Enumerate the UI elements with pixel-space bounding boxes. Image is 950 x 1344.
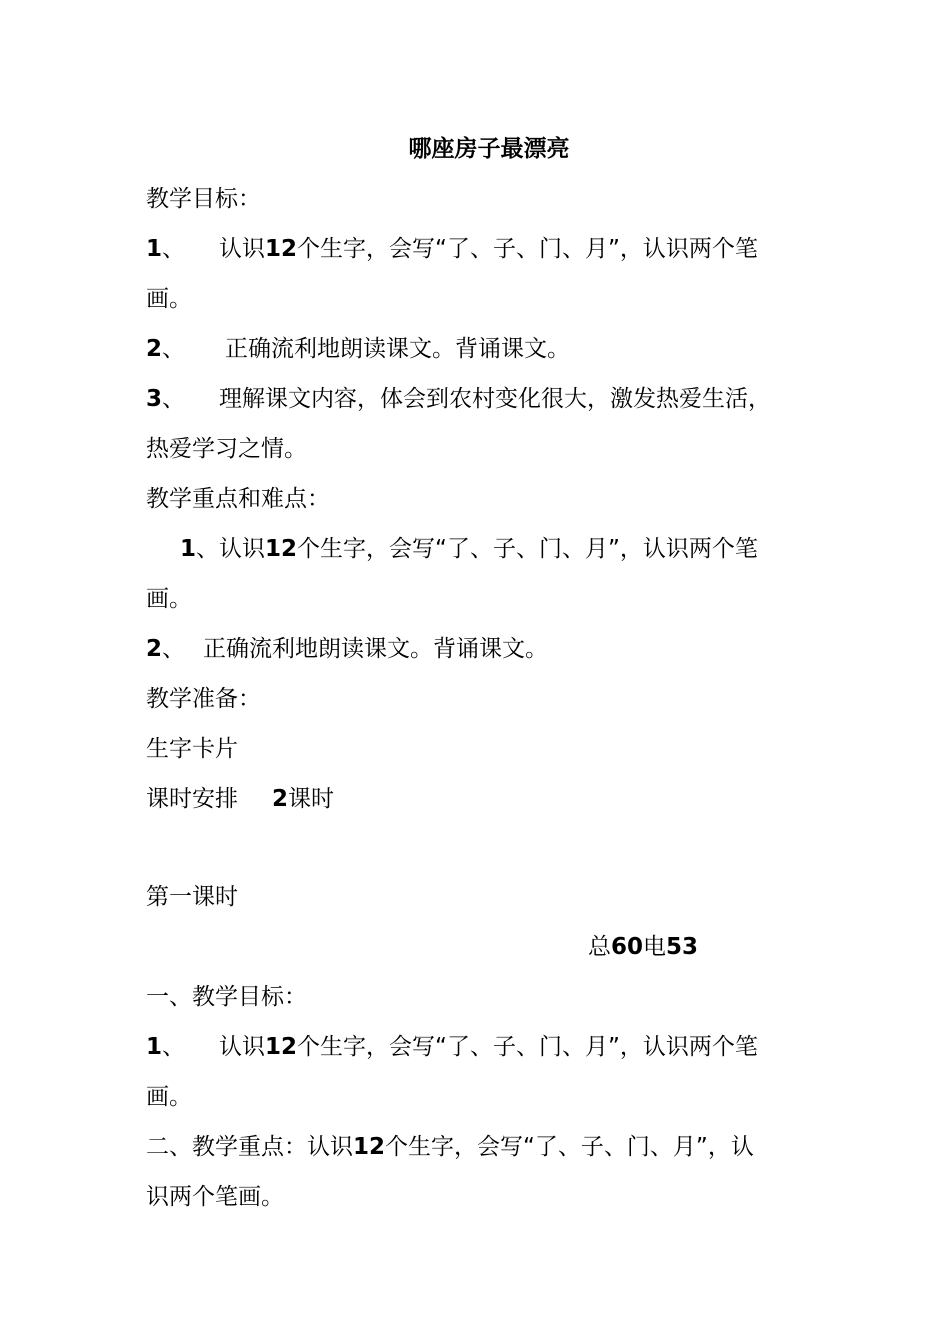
prep-item: 生字卡片 — [146, 736, 238, 762]
lesson-objective-1-count: 12 — [265, 1034, 298, 1060]
objectives-heading: 教学目标： — [146, 186, 261, 212]
keypoints-heading: 教学重点和难点： — [146, 486, 330, 512]
objective-3-continuation: 热爱学习之情。 — [146, 436, 307, 462]
prep-heading: 教学准备： — [146, 686, 261, 712]
objective-2-separator: 、 — [162, 336, 186, 362]
objective-3-number: 3 — [146, 386, 163, 412]
schedule-label: 课时安排 — [146, 786, 238, 812]
schedule-count: 2 — [272, 786, 289, 812]
objective-1-count: 12 — [265, 236, 298, 262]
lesson-objectives-heading: 一、教学目标： — [146, 984, 307, 1010]
lesson-objective-1-separator: 、 — [162, 1034, 186, 1060]
lesson-heading: 第一课时 — [146, 884, 238, 910]
schedule-line — [146, 784, 334, 814]
keypoint-1 — [180, 534, 758, 564]
lesson-keypoint-continuation: 识两个笔画。 — [146, 1184, 284, 1210]
keypoint-1-number: 1 — [180, 536, 197, 562]
lesson-objective-1-post: 个生字，会写“了、子、门、月”，认识两个笔 — [297, 1034, 758, 1060]
lesson-keypoint-count: 12 — [353, 1134, 386, 1160]
objective-1-continuation: 画。 — [146, 286, 192, 312]
objective-2 — [146, 334, 570, 364]
keypoint-1-pre: 认识 — [219, 536, 266, 562]
lesson-objective-1 — [146, 1032, 758, 1062]
keypoint-1-count: 12 — [265, 536, 298, 562]
objective-1-number: 1 — [146, 236, 163, 262]
objective-1-separator: 、 — [162, 236, 186, 262]
lesson-objective-1-pre: 认识 — [219, 1034, 266, 1060]
keypoint-1-separator: 、 — [196, 536, 220, 562]
objective-1-post: 个生字，会写“了、子、门、月”，认识两个笔 — [297, 236, 758, 262]
document-title: 哪座房子最漂亮 — [408, 136, 570, 162]
lesson-objective-1-number: 1 — [146, 1034, 163, 1060]
objective-3 — [146, 384, 771, 414]
lesson-objective-1-continuation: 画。 — [146, 1084, 192, 1110]
lesson-keypoint-post: 个生字，会写“了、子、门、月”，认 — [385, 1134, 754, 1160]
keypoint-2-number: 2 — [146, 636, 163, 662]
lesson-keypoint-pre: 二、教学重点：认识 — [146, 1134, 353, 1160]
totals-b-number: 53 — [666, 934, 699, 960]
objective-3-text: 理解课文内容，体会到农村变化很大，激发热爱生活， — [219, 386, 772, 412]
keypoint-2 — [146, 634, 548, 664]
schedule-unit: 课时 — [288, 786, 335, 812]
objective-2-number: 2 — [146, 336, 163, 362]
lesson-keypoint — [146, 1132, 754, 1162]
keypoint-1-post: 个生字，会写“了、子、门、月”，认识两个笔 — [297, 536, 758, 562]
keypoint-2-text: 正确流利地朗读课文。背诵课文。 — [203, 636, 549, 662]
objective-2-text: 正确流利地朗读课文。背诵课文。 — [225, 336, 571, 362]
keypoint-2-separator: 、 — [162, 636, 186, 662]
totals-a-label: 总 — [588, 934, 611, 960]
objective-3-separator: 、 — [162, 386, 186, 412]
totals-b-label: 电 — [643, 934, 667, 960]
objective-1 — [146, 234, 758, 264]
totals-a-number: 60 — [611, 934, 644, 960]
totals-line — [588, 932, 698, 962]
keypoint-1-continuation: 画。 — [146, 586, 192, 612]
objective-1-pre: 认识 — [219, 236, 266, 262]
